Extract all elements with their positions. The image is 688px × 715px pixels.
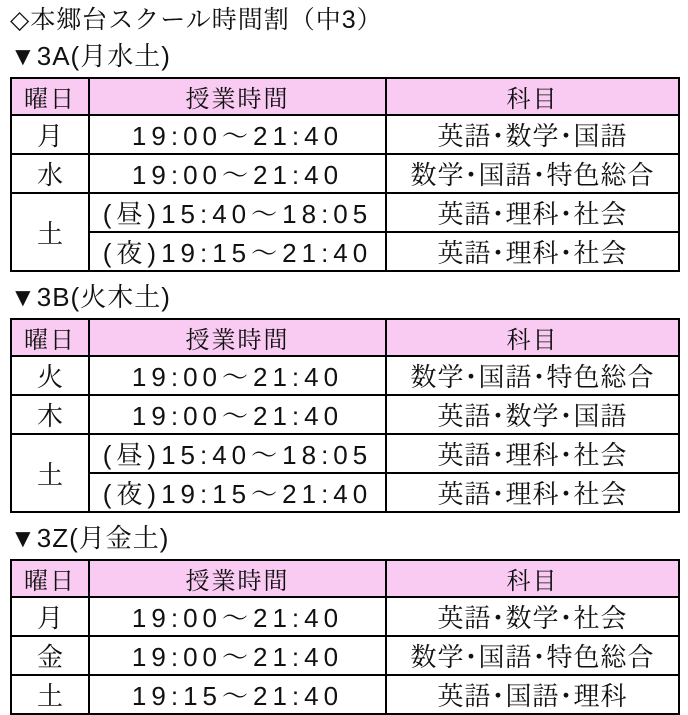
header-row [11, 319, 679, 356]
table-row [11, 473, 679, 512]
subject-cell: 英語･国語･理科 [386, 675, 679, 714]
timetable-3a [10, 77, 680, 272]
time-cell: 19:00～21:40 [89, 597, 386, 636]
subject-cell: 数学･国語･特色総合 [386, 636, 679, 675]
day-cell: 土 [11, 675, 89, 714]
table-row [11, 675, 679, 714]
time-cell: (夜)19:15～21:40 [89, 232, 386, 271]
day-cell: 土 [11, 434, 89, 512]
col-header-day: 曜日 [11, 319, 89, 356]
section-3z [10, 522, 678, 715]
subject-cell: 英語･理科･社会 [386, 434, 679, 473]
header-row [11, 78, 679, 115]
day-cell: 火 [11, 356, 89, 395]
day-cell: 月 [11, 597, 89, 636]
section-3b [10, 281, 678, 513]
subject-cell: 数学･国語･特色総合 [386, 356, 679, 395]
subject-cell: 英語･理科･社会 [386, 232, 679, 271]
page-title: ◇本郷台スクール時間割（中3） [10, 6, 383, 34]
col-header-day: 曜日 [11, 78, 89, 115]
col-header-time: 授業時間 [89, 78, 386, 115]
table-row [11, 395, 679, 434]
table-row [11, 434, 679, 473]
time-cell: (昼)15:40～18:05 [89, 193, 386, 232]
header-row [11, 560, 679, 597]
section-heading-3a: ▼3A(月水土) [10, 41, 171, 71]
subject-cell: 英語･数学･国語 [386, 395, 679, 434]
table-row [11, 154, 679, 193]
time-cell: 19:00～21:40 [89, 636, 386, 675]
time-cell: 19:00～21:40 [89, 356, 386, 395]
time-cell: (昼)15:40～18:05 [89, 434, 386, 473]
time-cell: 19:00～21:40 [89, 154, 386, 193]
time-cell: 19:00～21:40 [89, 395, 386, 434]
table-row [11, 193, 679, 232]
subject-cell: 英語･理科･社会 [386, 193, 679, 232]
table-row [11, 356, 679, 395]
section-heading-3z: ▼3Z(月金土) [10, 523, 170, 553]
day-cell: 月 [11, 115, 89, 154]
subject-cell: 数学･国語･特色総合 [386, 154, 679, 193]
day-cell: 水 [11, 154, 89, 193]
subject-cell: 英語･数学･社会 [386, 597, 679, 636]
table-row [11, 636, 679, 675]
timetable-3b [10, 318, 680, 513]
day-cell: 金 [11, 636, 89, 675]
col-header-time: 授業時間 [89, 319, 386, 356]
subject-cell: 英語･理科･社会 [386, 473, 679, 512]
time-cell: 19:00～21:40 [89, 115, 386, 154]
col-header-time: 授業時間 [89, 560, 386, 597]
section-3a [10, 40, 678, 272]
table-row [11, 597, 679, 636]
subject-cell: 英語･数学･国語 [386, 115, 679, 154]
col-header-subject: 科目 [386, 319, 679, 356]
day-cell: 木 [11, 395, 89, 434]
col-header-subject: 科目 [386, 560, 679, 597]
time-cell: (夜)19:15～21:40 [89, 473, 386, 512]
table-row [11, 115, 679, 154]
time-cell: 19:15～21:40 [89, 675, 386, 714]
timetable-3z [10, 559, 680, 715]
day-cell: 土 [11, 193, 89, 271]
section-heading-3b: ▼3B(火木土) [10, 282, 171, 312]
table-row [11, 232, 679, 271]
col-header-subject: 科目 [386, 78, 679, 115]
col-header-day: 曜日 [11, 560, 89, 597]
